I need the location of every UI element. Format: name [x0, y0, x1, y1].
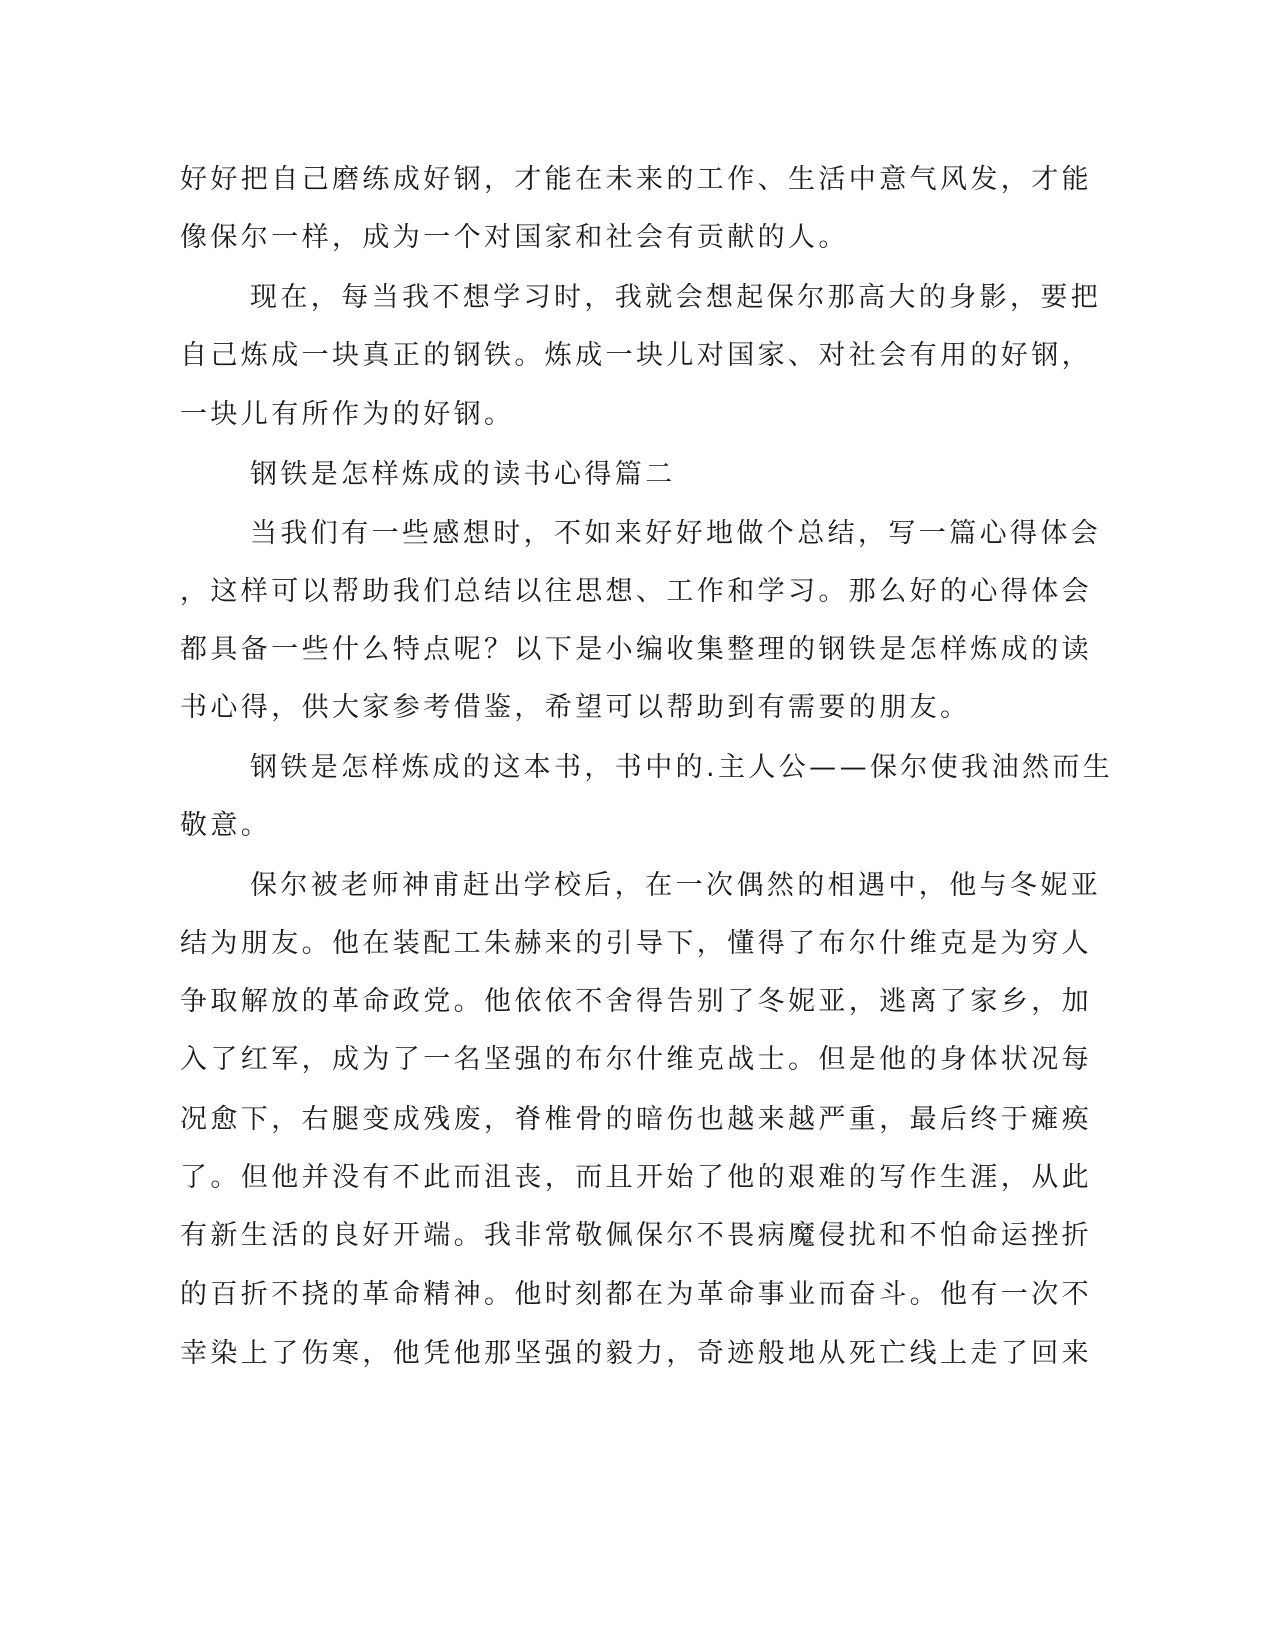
text-line: 自己炼成一块真正的钢铁。炼成一块儿对国家、对社会有用的好钢， — [180, 340, 1092, 371]
text-line: 的百折不挠的革命精神。他时刻都在为革命事业而奋斗。他有一次不 — [180, 1279, 1092, 1310]
section-heading: 钢铁是怎样炼成的读书心得篇二 — [250, 459, 676, 490]
text-line: 好好把自己磨练成好钢，才能在未来的工作、生活中意气风发，才能 — [180, 164, 1092, 195]
text-line: 钢铁是怎样炼成的这本书，书中的.主人公——保尔使我油然而生 — [250, 752, 1114, 783]
text-line: 一块儿有所作为的好钢。 — [180, 399, 515, 430]
text-line: 像保尔一样，成为一个对国家和社会有贡献的人。 — [180, 222, 849, 253]
text-line: ，这样可以帮助我们总结以往思想、工作和学习。那么好的心得体会 — [180, 576, 1092, 607]
text-line: 有新生活的良好开端。我非常敬佩保尔不畏病魔侵扰和不怕命运挫折 — [180, 1220, 1092, 1251]
text-line: 况愈下，右腿变成残废，脊椎骨的暗伤也越来越严重，最后终于瘫痪 — [180, 1104, 1092, 1135]
text-line: 都具备一些什么特点呢？以下是小编收集整理的钢铁是怎样炼成的读 — [180, 634, 1092, 665]
text-line: 结为朋友。他在装配工朱赫来的引导下，懂得了布尔什维克是为穷人 — [180, 928, 1092, 959]
text-line: 争取解放的革命政党。他依依不舍得告别了冬妮亚，逃离了家乡，加 — [180, 986, 1092, 1017]
text-line: 幸染上了伤寒，他凭他那坚强的毅力，奇迹般地从死亡线上走了回来 — [180, 1338, 1092, 1369]
text-line: 书心得，供大家参考借鉴，希望可以帮助到有需要的朋友。 — [180, 692, 971, 723]
text-line: 当我们有一些感想时，不如来好好地做个总结，写一篇心得体会 — [250, 518, 1102, 549]
text-line: 了。但他并没有不此而沮丧，而且开始了他的艰难的写作生涯，从此 — [180, 1162, 1092, 1193]
text-line: 保尔被老师神甫赶出学校后，在一次偶然的相遇中，他与冬妮亚 — [250, 870, 1102, 901]
text-line: 入了红军，成为了一名坚强的布尔什维克战士。但是他的身体状况每 — [180, 1044, 1092, 1075]
text-line: 敬意。 — [180, 810, 272, 841]
text-line: 现在，每当我不想学习时，我就会想起保尔那高大的身影，要把 — [250, 282, 1102, 313]
